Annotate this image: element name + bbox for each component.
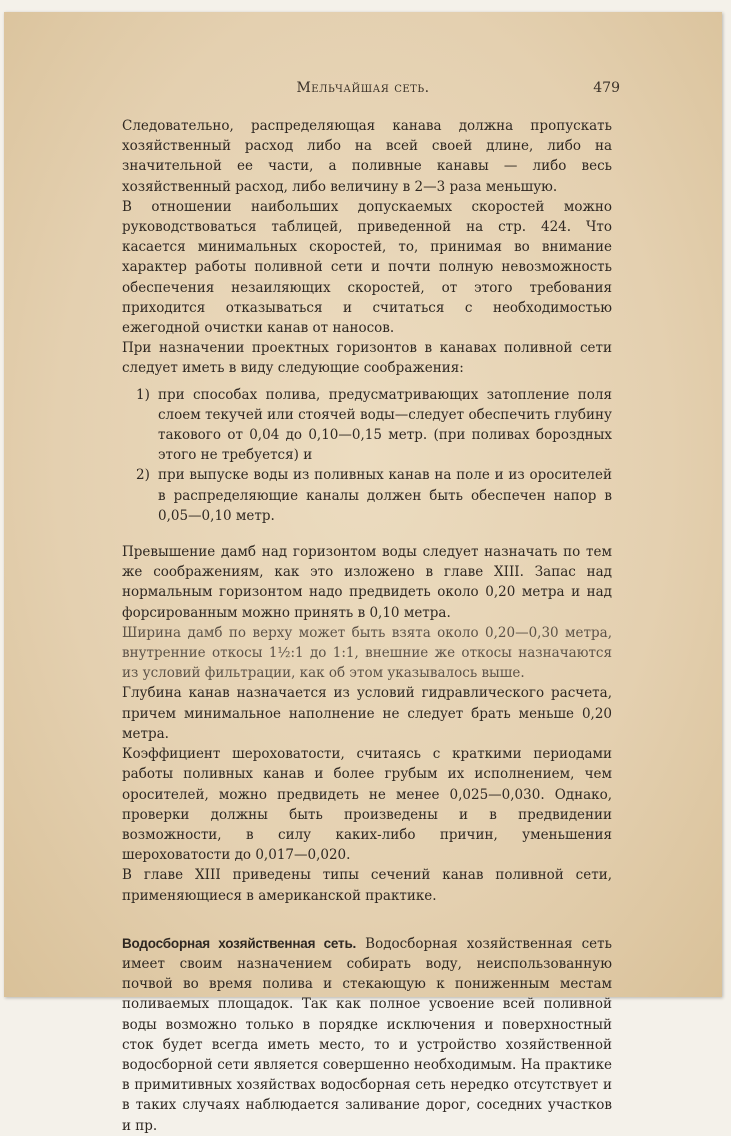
conditions-list bbox=[136, 385, 612, 526]
running-title: Мельчайшая сеть. bbox=[296, 80, 430, 96]
book-page bbox=[4, 12, 722, 1134]
list-item-text: при выпуске воды из поливных канав на поле и из оросителей в распределяющие каналы должен быть обеспечен напор в 0,05—0,10 метр. bbox=[158, 467, 612, 524]
paragraph-9 bbox=[122, 934, 612, 1136]
paragraph-5: Ширина дамб по верху может быть взята около 0,20—0,30 метра, внутренние откосы 1½:1 до 1:1, внешние же откосы назначаются из условий фильтрации, как об этом указывалось выше. bbox=[122, 624, 612, 682]
paragraph-9-text: Водосборная хозяйственная сеть имеет своим назначением собирать воду, неиспользованную почвой во время полива и стекающую к пониженным местам поливаемых площадок. Так как полное усвоение всей поливной воды возможно только в порядке исключения и поверхностный сток будет всегда иметь место, то и устройство хозяйственной водосборной сети является совершенно необходимым. На практике в примитивных хозяйствах водосборная сеть нередко отсутствует и в таких случаях наблюдается заливание дорог, соседних участков и пр. bbox=[122, 935, 612, 1134]
running-header bbox=[4, 80, 722, 102]
list-item-number: 2) bbox=[136, 467, 150, 484]
paragraph-7: Коэффициент шероховатости, считаясь с краткими периодами работы поливных канав и более грубым их исполнением, чем оросителей, можно предвидеть не менее 0,025—0,030. Однако, проверки должны быть произведены и в предвидении возможности, в силу каких-либо причин, уменьшения шероховатости до 0,017—0,020. bbox=[122, 746, 612, 864]
paragraph-3: При назначении проектных горизонтов в канавах поливной сети следует иметь в виду следующие соображения: bbox=[122, 340, 612, 377]
paragraph-4: Превышение дамб над горизонтом воды следует назначать по тем же соображениям, как это изложено в главе XIII. Запас над нормальным горизонтом надо предвидеть около 0,20 метра и над форсированным можно принять в 0,10 метра. bbox=[122, 544, 612, 621]
paragraph-2: В отношении наибольших допускаемых скоростей можно руководствоваться таблицей, приведенной на стр. 424. Что касается минимальных скоростей, то, принимая во внимание характер работы поливной сети и почти полную невозможность обеспечения незаиляющих скоростей, от этого требования приходится отказываться и считаться с необходимостью ежегодной очистки канав от наносов. bbox=[122, 198, 612, 337]
paragraph-6: Глубина канав назначается из условий гидравлического расчета, причем минимальное наполнение не следует брать меньше 0,20 метра. bbox=[122, 685, 612, 742]
paragraph-8: В главе XIII приведены типы сечений канав поливной сети, применяющиеся в американской практике. bbox=[122, 867, 612, 904]
list-item-text: при способах полива, предусматривающих затопление поля слоем текучей или стоячей воды—следует обеспечить глубину такового от 0,04 до 0,10—0,15 метр. (при поливах бороздных этого не требуется) и bbox=[158, 386, 612, 464]
list-item-number: 1) bbox=[136, 386, 150, 403]
list-item bbox=[136, 385, 612, 466]
page-body bbox=[122, 116, 612, 1136]
section-heading: Водосборная хозяйственная сеть. bbox=[122, 935, 357, 951]
paragraph-1: Следовательно, распределяющая канава должна пропускать хозяйственный расход либо на всей своей длине, либо на значительной ее части, а поливные канавы — либо весь хозяйственный расход, либо величину в 2—3 раза меньшую. bbox=[122, 118, 612, 195]
page-number: 479 bbox=[593, 80, 620, 96]
list-item bbox=[136, 465, 612, 526]
